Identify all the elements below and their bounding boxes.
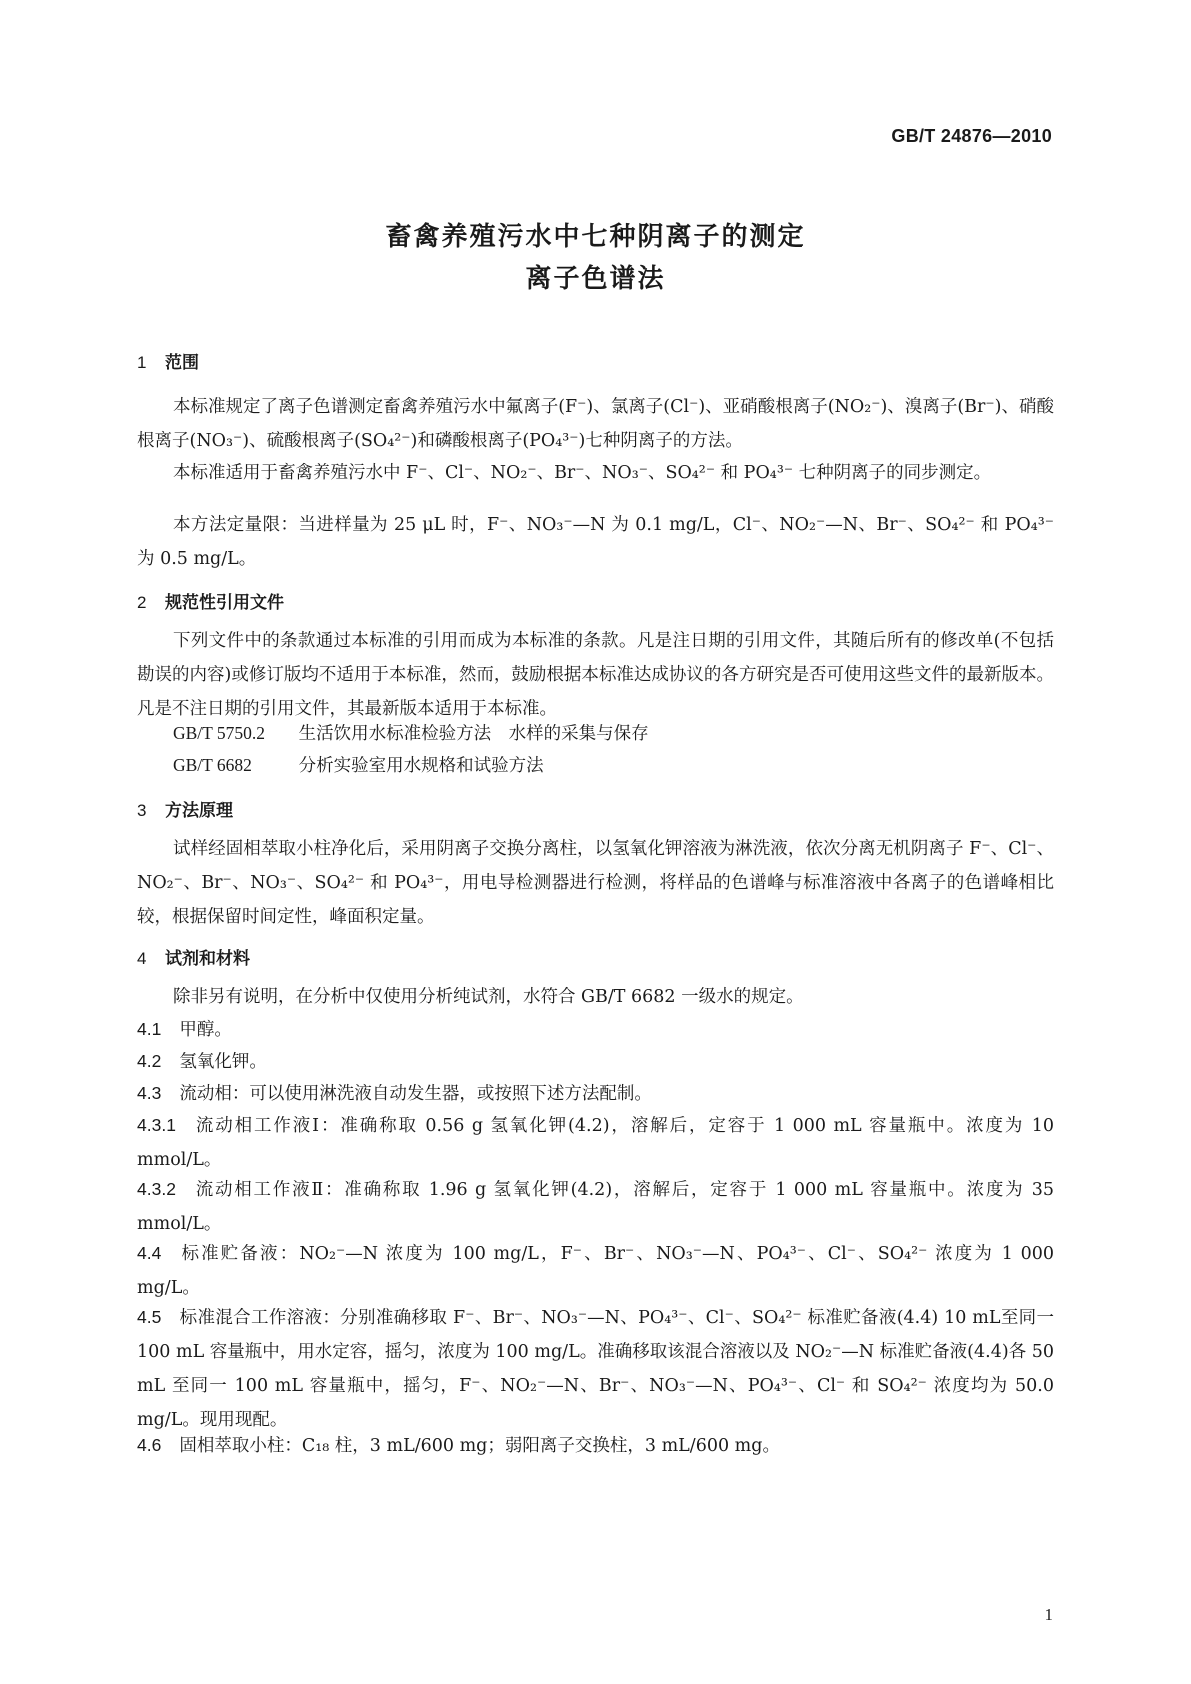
reference-code: GB/T 6682 <box>173 755 252 775</box>
normative-reference <box>173 752 544 777</box>
paragraph: 本方法定量限：当进样量为 25 μL 时，F⁻、NO₃⁻—N 为 0.1 mg/L，Cl⁻、NO₂⁻—N、Br⁻、SO₄²⁻ 和 PO₄³⁻ 为 0.5 mg/L。 <box>137 515 1054 569</box>
paragraph: 下列文件中的条款通过本标准的引用而成为本标准的条款。凡是注日期的引用文件，其随后所有的修改单(不包括勘误的内容)或修订版均不适用于本标准，然而，鼓励根据本标准达成协议的各方研究是否可使用这些文件的最新版本。凡是不注日期的引用文件，其最新版本适用于本标准。 <box>137 631 1054 719</box>
section-number: 2 <box>137 593 147 612</box>
paragraph: 本标准适用于畜禽养殖污水中 F⁻、Cl⁻、NO₂⁻、Br⁻、NO₃⁻、SO₄²⁻ 和 PO₄³⁻ 七种阴离子的同步测定。 <box>173 463 992 483</box>
paragraph: 试样经固相萃取小柱净化后，采用阴离子交换分离柱，以氢氧化钾溶液为淋洗液，依次分离无机阴离子 F⁻、Cl⁻、NO₂⁻、Br⁻、NO₃⁻、SO₄²⁻ 和 PO₄³⁻，用电导检测器进行检测，将样品的色谱峰与标准溶液中各离子的色谱峰相比较，根据保留时间定性，峰面积定量。 <box>137 839 1054 927</box>
paragraph: 本标准规定了离子色谱测定畜禽养殖污水中氟离子(F⁻)、氯离子(Cl⁻)、亚硝酸根离子(NO₂⁻)、溴离子(Br⁻)、硝酸根离子(NO₃⁻)、硫酸根离子(SO₄²⁻)和磷酸根离子(PO₄³⁻)七种阴离子的方法。 <box>137 397 1054 451</box>
list-item: 4.3.1 流动相工作液Ⅰ：准确称取 0.56 g 氢氧化钾(4.2)，溶解后，定容于 1 000 mL 容量瓶中。浓度为 10 mmol/L。 <box>137 1115 1054 1170</box>
list-item: 4.3.2 流动相工作液Ⅱ：准确称取 1.96 g 氢氧化钾(4.2)，溶解后，定容于 1 000 mL 容量瓶中。浓度为 35 mmol/L。 <box>137 1179 1054 1234</box>
section-number: 3 <box>137 801 147 820</box>
reference-title: 分析实验室用水规格和试验方法 <box>298 756 544 776</box>
standard-code: GB/T 24876—2010 <box>891 126 1052 146</box>
section-number: 4 <box>137 949 147 968</box>
list-item: 4.4 标准贮备液：NO₂⁻—N 浓度为 100 mg/L，F⁻、Br⁻、NO₃⁻—N、PO₄³⁻、Cl⁻、SO₄²⁻ 浓度为 1 000 mg/L。 <box>137 1243 1054 1298</box>
section-heading-1 <box>137 348 199 373</box>
paragraph: 除非另有说明，在分析中仅使用分析纯试剂，水符合 GB/T 6682 一级水的规定。 <box>173 987 804 1007</box>
list-item: 4.5 标准混合工作溶液：分别准确移取 F⁻、Br⁻、NO₃⁻—N、PO₄³⁻、Cl⁻、SO₄²⁻ 标准贮备液(4.4) 10 mL至同一 100 mL 容量瓶中，用水定容，摇匀，浓度为 100 mg/L。准确移取该混合溶液以及 NO₂⁻—N 标准贮备液(4.4)各 50 mL 至同一 100 mL 容量瓶中，摇匀，F⁻、NO₂⁻—N、Br⁻、NO₃⁻—N、PO₄³⁻、Cl⁻ 和 SO₄²⁻ 浓度均为 50.0 mg/L。现用现配。 <box>137 1307 1054 1430</box>
section-heading-2 <box>137 588 284 613</box>
page-number: 1 <box>1044 1605 1053 1624</box>
normative-reference <box>173 720 649 745</box>
section-title: 规范性引用文件 <box>165 593 284 613</box>
section-heading-4 <box>137 944 250 969</box>
reference-title: 生活饮用水标准检验方法 水样的采集与保存 <box>298 724 649 744</box>
list-item: 4.6 固相萃取小柱：C₁₈ 柱，3 mL/600 mg；弱阳离子交换柱，3 mL/600 mg。 <box>137 1435 780 1456</box>
section-heading-3 <box>137 796 233 821</box>
section-title: 方法原理 <box>165 801 233 821</box>
reference-code: GB/T 5750.2 <box>173 723 266 743</box>
list-item: 4.3 流动相：可以使用淋洗液自动发生器，或按照下述方法配制。 <box>137 1083 652 1104</box>
list-item: 4.1 甲醇。 <box>137 1019 232 1040</box>
document-subtitle: 离子色谱法 <box>525 264 666 294</box>
section-title: 试剂和材料 <box>165 949 250 969</box>
section-number: 1 <box>137 353 147 372</box>
list-item: 4.2 氢氧化钾。 <box>137 1051 267 1072</box>
document-title: 畜禽养殖污水中七种阴离子的测定 <box>385 222 806 252</box>
section-title: 范围 <box>165 353 199 373</box>
